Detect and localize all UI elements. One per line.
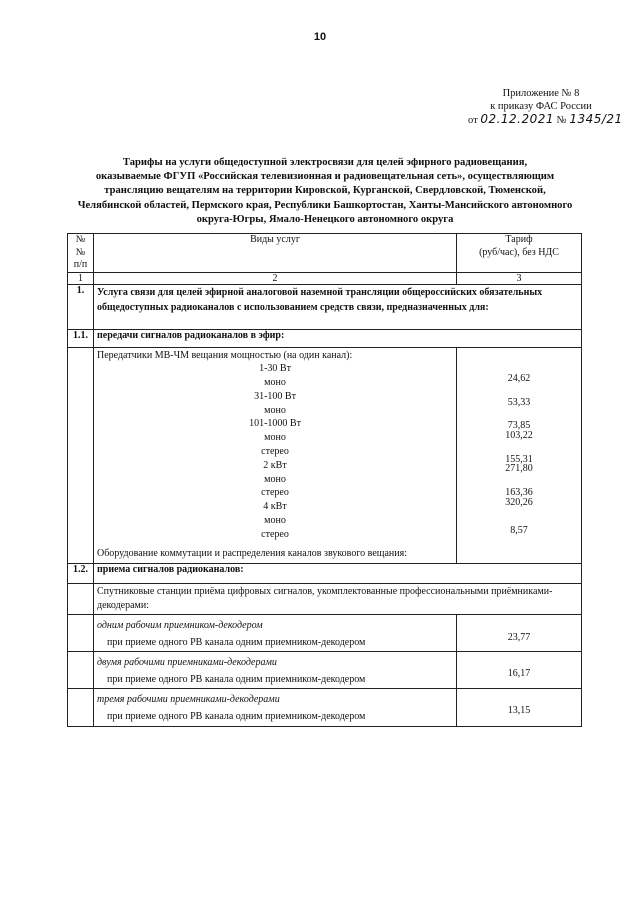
transmitter-row-label: моно	[264, 404, 286, 416]
handwritten-number: 1345/21	[569, 112, 623, 126]
header-number-line1: №№	[75, 234, 86, 258]
transmitter-row-label: стерео	[261, 487, 289, 499]
empty-number-cell	[68, 652, 94, 689]
group-heading: тремя рабочими приемниками-декодерами	[97, 694, 280, 706]
column-number: 1	[68, 272, 94, 284]
transmitter-row-label: 2 кВт	[263, 459, 287, 471]
empty-number-cell	[68, 689, 94, 727]
empty-number-cell	[68, 347, 94, 564]
satellite-group-row	[68, 689, 582, 727]
section-number: 1.	[68, 284, 94, 329]
page-number: 10	[313, 31, 327, 43]
transmitter-row-label: 4 кВт	[263, 501, 287, 513]
appendix-block	[456, 87, 626, 127]
satellite-intro: Спутниковые станции приёма цифровых сигналов, укомплектованные профессиональными приёмниками-декодерами:	[94, 584, 582, 615]
section-description: приема сигналов радиоканалов:	[94, 564, 582, 584]
appendix-order-ref: к приказу ФАС России	[490, 101, 592, 112]
transmitter-row-label: 101-1000 Вт	[249, 418, 301, 430]
price-value: 163,36	[505, 487, 533, 499]
transmitter-row-label: стерео	[261, 446, 289, 458]
section-description: Услуга связи для целей эфирной аналоговой наземной трансляции общероссийских обязательных общедоступных радиоканалов с использованием средств связи, предназначенных для:	[94, 284, 582, 329]
column-number: 2	[94, 272, 457, 284]
group-item: при приеме одного РВ канала одним приемником-декодером	[107, 711, 366, 723]
price-value: 73,85	[507, 420, 531, 432]
satellite-group	[94, 615, 457, 652]
transmitters-list	[94, 347, 457, 564]
header-tariff	[457, 234, 582, 273]
price-spacer	[460, 349, 578, 363]
group-heading: одним рабочим приемником-декодером	[97, 620, 263, 632]
title-line: Тарифы на услуги общедоступной электросвязи для целей эфирного радиовещания,	[122, 157, 528, 168]
section-row-1	[68, 284, 582, 329]
satellite-group-row	[68, 615, 582, 652]
number-prefix: №	[556, 115, 567, 126]
satellite-group-row	[68, 652, 582, 689]
title-line: трансляцию вещателям на территории Кировской, Курганской, Свердловской, Тюменской,	[104, 185, 546, 197]
group-item: при приеме одного РВ канала одним приемником-декодером	[107, 674, 366, 686]
price-value: 24,62	[507, 373, 531, 385]
column-number-row	[68, 272, 582, 284]
handwritten-date: 02.12.2021	[480, 112, 555, 126]
group-heading: двумя рабочими приемниками-декодерами	[97, 657, 277, 669]
header-number-line2: п/п	[73, 259, 88, 270]
group-item: при приеме одного РВ канала одним приемником-декодером	[107, 637, 366, 649]
section-row-1-2	[68, 564, 582, 584]
empty-number-cell	[68, 584, 94, 615]
transmitters-intro: Передатчики МВ-ЧМ вещания мощностью (на один канал):	[97, 349, 353, 361]
group-price: 13,15	[457, 689, 582, 727]
section-row-1-1	[68, 329, 582, 347]
empty-number-cell	[68, 615, 94, 652]
price-value: 103,22	[505, 430, 533, 442]
table-header-row	[68, 234, 582, 273]
header-tariff-line1: Тариф	[505, 234, 533, 245]
date-prefix: от	[468, 115, 478, 126]
transmitter-row-label: моно	[264, 473, 286, 485]
price-value: 53,33	[507, 396, 531, 408]
transmitter-row-label: моно	[264, 377, 286, 389]
appendix-date-number	[456, 113, 626, 127]
transmitter-row-label: стерео	[261, 528, 289, 540]
transmitters-block	[68, 347, 582, 564]
title-line: округа-Югры, Ямало-Ненецкого автономного округа	[196, 213, 454, 225]
group-price: 23,77	[457, 615, 582, 652]
tariff-table	[67, 233, 582, 727]
title-line: оказываемые ФГУП «Российская телевизионная и радиовещательная сеть», осуществляющим	[95, 171, 555, 183]
header-services: Виды услуг	[94, 234, 457, 273]
equipment-label: Оборудование коммутации и распределения каналов звукового вещания:	[97, 547, 407, 559]
equipment-price: 8,57	[510, 524, 528, 536]
satellite-group	[94, 689, 457, 727]
transmitter-row-label: моно	[264, 432, 286, 444]
header-number	[68, 234, 94, 273]
price-value: 320,26	[505, 496, 533, 508]
transmitter-row-label: 1-30 Вт	[259, 363, 291, 375]
title-line: Челябинской областей, Пермского края, Республики Башкортостан, Ханты-Мансийского автономного	[77, 199, 573, 211]
transmitters-prices	[457, 347, 582, 564]
price-value: 271,80	[505, 463, 533, 475]
group-price: 16,17	[457, 652, 582, 689]
appendix-title: Приложение № 8	[502, 88, 580, 99]
section-description: передачи сигналов радиоканалов в эфир:	[94, 329, 582, 347]
price-value: 155,31	[505, 453, 533, 465]
transmitter-row-label: моно	[264, 515, 286, 527]
section-number: 1.2.	[68, 564, 94, 584]
transmitter-row-label: 31-100 Вт	[254, 390, 296, 402]
satellite-intro-row	[68, 584, 582, 615]
satellite-group	[94, 652, 457, 689]
document-title	[60, 156, 590, 227]
header-tariff-line2: (руб/час), без НДС	[479, 246, 559, 258]
section-number: 1.1.	[68, 329, 94, 347]
column-number: 3	[457, 272, 582, 284]
